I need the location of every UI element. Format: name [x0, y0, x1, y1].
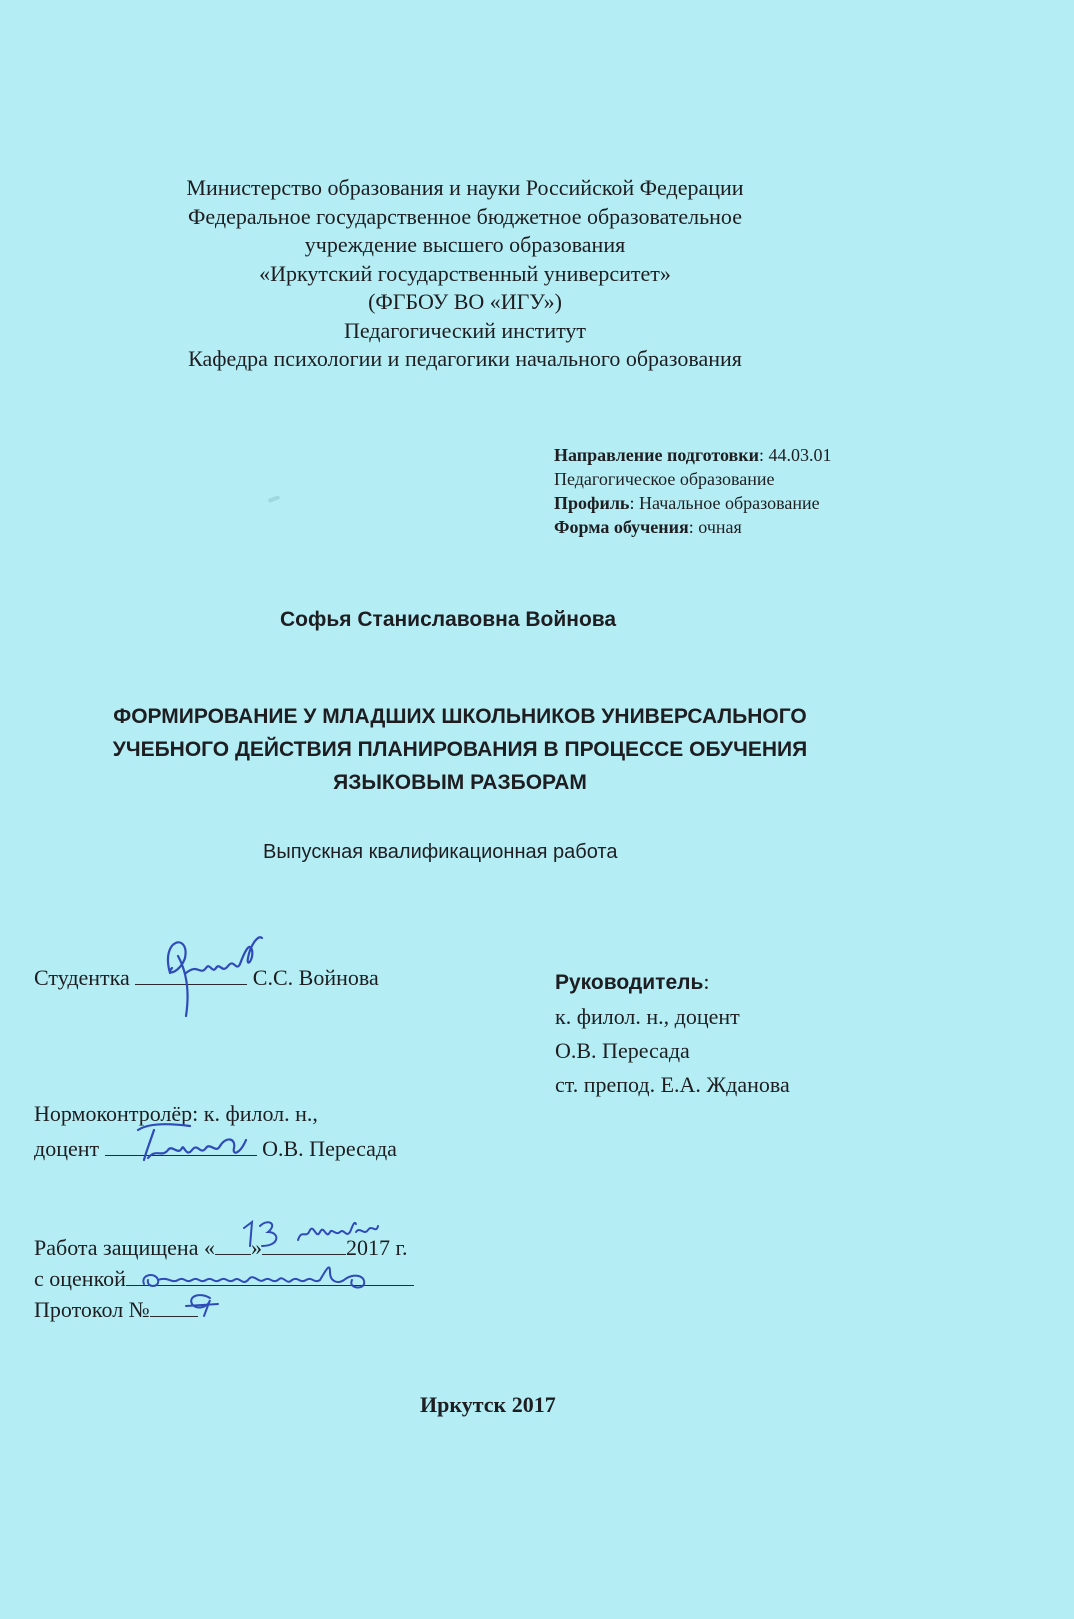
header-line: Федеральное государственное бюджетное образовательное — [188, 203, 742, 229]
header-line: Кафедра психологии и педагогики начального образования — [188, 346, 742, 371]
header-line: (ФГБОУ ВО «ИГУ») — [368, 289, 562, 314]
supervisor-colon: : — [703, 969, 710, 994]
student-name: С.С. Войнова — [252, 965, 379, 990]
defense-day-handwriting — [238, 1216, 288, 1252]
profile-line — [554, 491, 934, 515]
defense-mid: » — [250, 1235, 262, 1260]
title-line: ФОРМИРОВАНИЕ У МЛАДШИХ ШКОЛЬНИКОВ УНИВЕРСАЛЬНОГО — [113, 705, 807, 728]
normcontroller-label: доцент — [34, 1136, 100, 1161]
profile-value: : Начальное образование — [629, 493, 820, 513]
direction-label: Направление подготовки — [554, 445, 760, 465]
supervisor-heading — [555, 965, 790, 1000]
direction-value: : 44.03.01 — [759, 445, 832, 465]
header-line: Педагогический институт — [343, 317, 587, 343]
grade-handwriting — [138, 1258, 398, 1294]
study-info — [554, 443, 934, 539]
grade-label: с оценкой — [34, 1266, 126, 1291]
supervisor-title: Руководитель — [555, 971, 704, 994]
protocol-label: Протокол № — [34, 1297, 150, 1322]
defense-suffix: 2017 г. — [345, 1235, 408, 1260]
supervisor-line: ст. препод. Е.А. Жданова — [555, 1072, 790, 1097]
institution-header — [100, 174, 830, 374]
normcontroller-signature — [120, 1118, 270, 1168]
student-signature — [150, 928, 280, 1018]
form-value: : очная — [688, 517, 742, 537]
work-type: Выпускная квалификационная работа — [263, 841, 618, 863]
header-line: учреждение высшего образования — [304, 232, 626, 257]
city-year: Иркутск 2017 — [420, 1392, 556, 1417]
title-line: УЧЕБНОГО ДЕЙСТВИЯ ПЛАНИРОВАНИЯ В ПРОЦЕССЕ ОБУЧЕНИЯ — [112, 738, 808, 761]
protocol-number-handwriting — [180, 1290, 224, 1320]
paper-blemish — [268, 495, 281, 503]
defense-month-handwriting — [292, 1214, 382, 1250]
supervisor-line: к. филол. н., доцент — [555, 1004, 740, 1029]
profile-label: Профиль — [554, 493, 630, 513]
author-name: Софья Станиславовна Войнова — [280, 608, 617, 631]
student-label: Студентка — [34, 965, 130, 990]
normcontroller-text: Нормоконтролёр: к. филол. н., — [34, 1101, 318, 1126]
title-line: ЯЗЫКОВЫМ РАЗБОРАМ — [333, 771, 587, 794]
header-line: «Иркутский государственный университет» — [259, 260, 671, 286]
defense-prefix: Работа защищена « — [34, 1235, 215, 1260]
direction-continuation: Педагогическое образование — [554, 469, 775, 489]
thesis-title — [20, 700, 900, 799]
form-label: Форма обучения — [554, 517, 689, 537]
supervisor-block — [555, 965, 790, 1102]
form-line — [554, 515, 934, 539]
direction-line — [554, 443, 934, 467]
supervisor-line: О.В. Пересада — [555, 1038, 690, 1063]
protocol-row — [34, 1296, 198, 1324]
header-line: Министерство образования и науки Российской Федерации — [186, 175, 744, 200]
normcontroller-name: О.В. Пересада — [262, 1136, 397, 1161]
